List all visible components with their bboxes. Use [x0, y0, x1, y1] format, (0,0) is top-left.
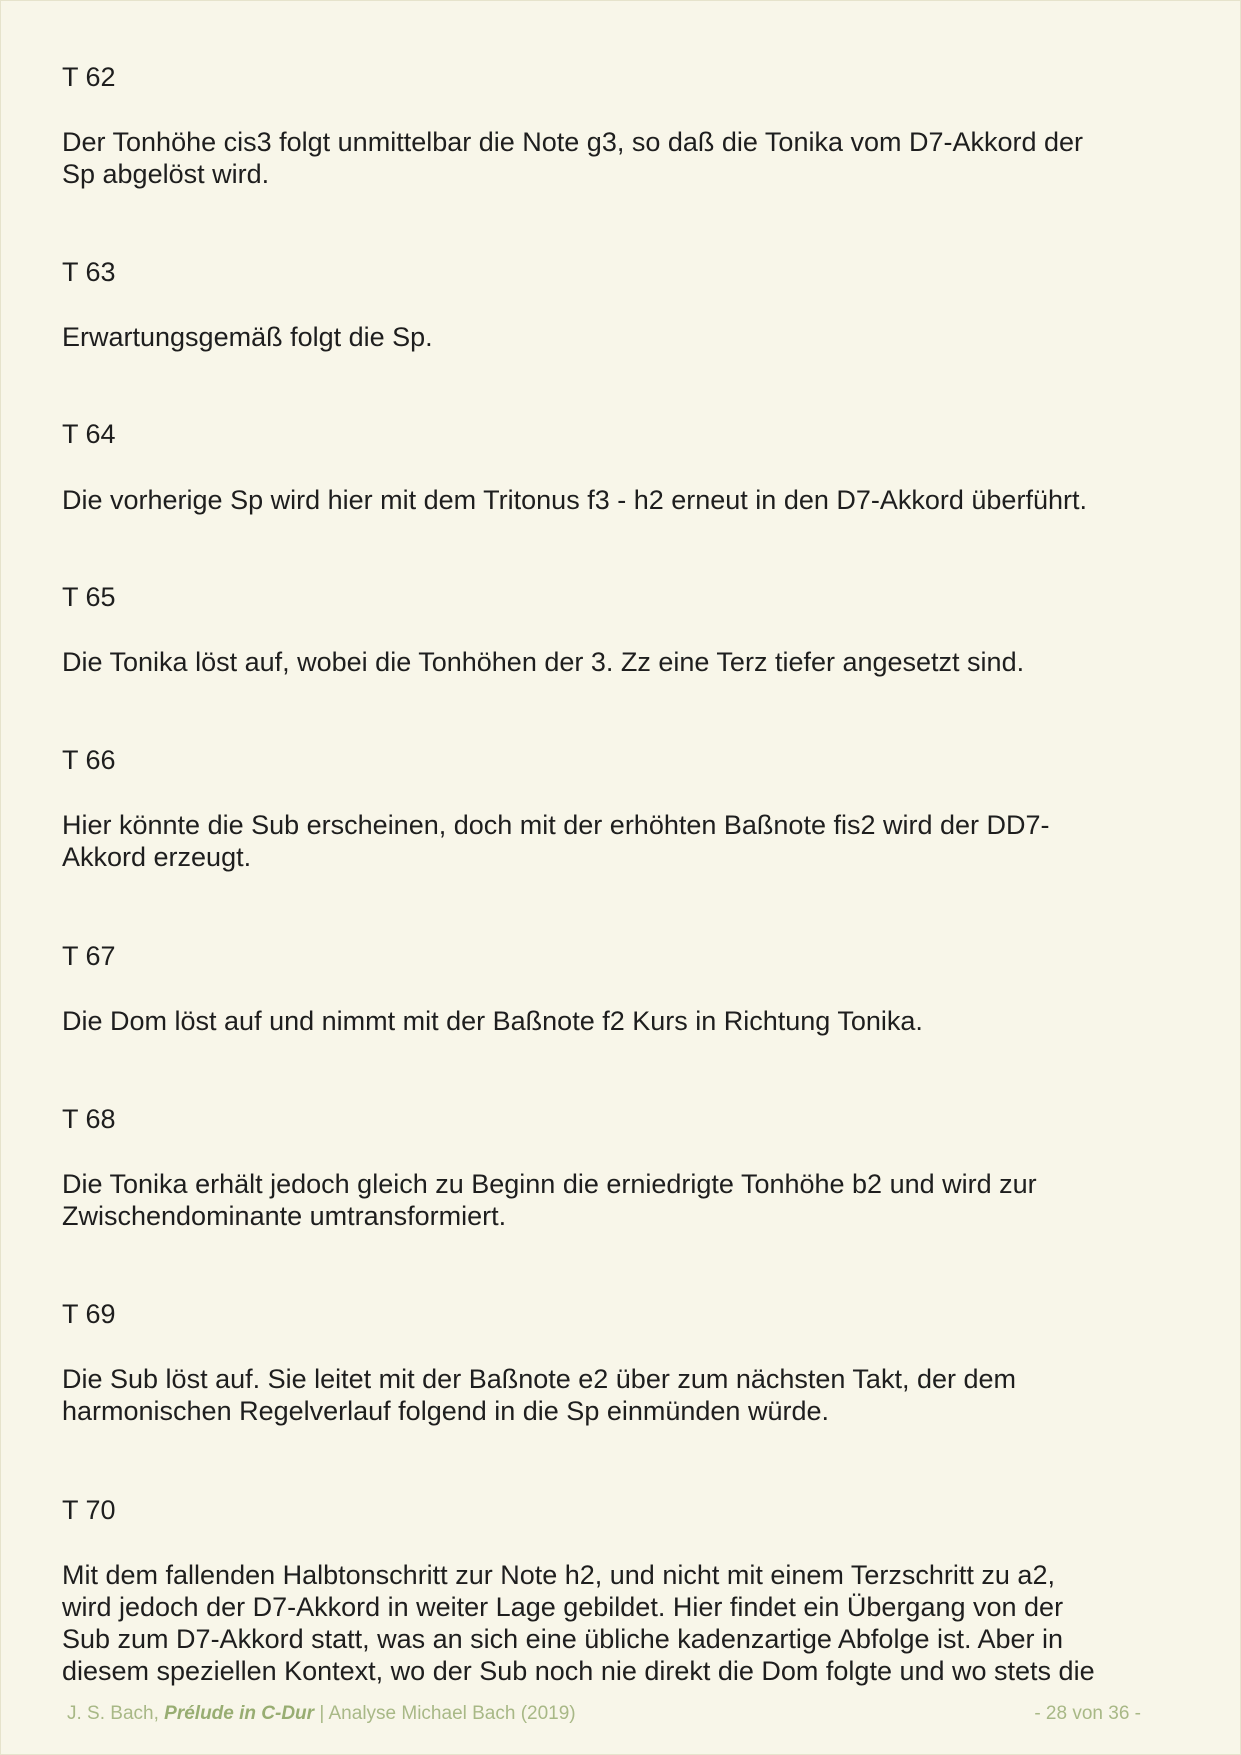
- paragraph-line: Akkord erzeugt.: [62, 842, 252, 872]
- section-t67: [62, 940, 1182, 972]
- section-t62-text: [62, 126, 1182, 190]
- section-t69: [62, 1298, 1182, 1330]
- paragraph-line: Sub zum D7-Akkord statt, was an sich eine übliche kadenzartige Abfolge ist. Aber in: [62, 1624, 1064, 1654]
- section-t66: [62, 744, 1182, 776]
- section-t68: [62, 1103, 1182, 1135]
- paragraph-line: Die Tonika erhält jedoch gleich zu Beginn die erniedrigte Tonhöhe b2 und wird zur: [62, 1169, 1037, 1199]
- paragraph-line: Die Dom löst auf und nimmt mit der Baßnote f2 Kurs in Richtung Tonika.: [62, 1006, 923, 1036]
- footer-page-number: - 28 von 36 -: [1034, 1703, 1141, 1724]
- paragraph-line: diesem speziellen Kontext, wo der Sub noch nie direkt die Dom folgte und wo stets die: [62, 1656, 1095, 1686]
- section-t63-text: [62, 321, 1182, 353]
- section-t67-text: [62, 1005, 1182, 1037]
- section-t66-text: [62, 809, 1182, 873]
- section-t65-text: [62, 646, 1182, 678]
- paragraph-line: wird jedoch der D7-Akkord in weiter Lage gebildet. Hier findet ein Übergang von der: [62, 1592, 1064, 1622]
- section-t70-text: [62, 1559, 1182, 1687]
- paragraph-line: Zwischendominante umtransformiert.: [62, 1201, 507, 1231]
- section-t70: [62, 1494, 1182, 1526]
- section-heading: T 67: [62, 941, 116, 971]
- section-heading: T 63: [62, 257, 116, 287]
- paragraph-line: Hier könnte die Sub erscheinen, doch mit der erhöhten Baßnote fis2 wird der DD7-: [62, 810, 1050, 840]
- section-t64-text: [62, 484, 1182, 516]
- paragraph-line: Die vorherige Sp wird hier mit dem Tritonus f3 - h2 erneut in den D7-Akkord überführt.: [62, 485, 1087, 515]
- paragraph-line: Die Sub löst auf. Sie leitet mit der Baßnote e2 über zum nächsten Takt, der dem: [62, 1364, 1017, 1394]
- section-heading: T 70: [62, 1495, 116, 1525]
- section-t69-text: [62, 1363, 1182, 1427]
- section-heading: T 68: [62, 1104, 116, 1134]
- section-t64: [62, 418, 1182, 450]
- footer-work-title: Prélude in C-Dur: [164, 1703, 315, 1724]
- section-t68-text: [62, 1168, 1182, 1232]
- section-heading: T 66: [62, 745, 116, 775]
- paragraph-line: Erwartungsgemäß folgt die Sp.: [62, 322, 433, 352]
- section-heading: T 64: [62, 419, 116, 449]
- section-heading: T 65: [62, 582, 116, 612]
- section-heading: T 62: [62, 62, 116, 92]
- paragraph-line: Die Tonika löst auf, wobei die Tonhöhen der 3. Zz eine Terz tiefer angesetzt sind.: [62, 647, 1025, 677]
- paragraph-line: Der Tonhöhe cis3 folgt unmittelbar die Note g3, so daß die Tonika vom D7-Akkord der: [62, 127, 1084, 157]
- paragraph-line: Sp abgelöst wird.: [62, 159, 270, 189]
- footer-analysis: | Analyse Michael Bach (2019): [314, 1703, 576, 1724]
- footer-citation: [67, 1702, 576, 1726]
- section-t65: [62, 581, 1182, 613]
- section-t62: [62, 61, 1182, 93]
- paragraph-line: harmonischen Regelverlauf folgend in die Sp einmünden würde.: [62, 1396, 829, 1426]
- footer-author: J. S. Bach,: [67, 1703, 165, 1724]
- section-t63: [62, 256, 1182, 288]
- paragraph-line: Mit dem fallenden Halbtonschritt zur Note h2, und nicht mit einem Terzschritt zu a2,: [62, 1560, 1055, 1590]
- section-heading: T 69: [62, 1299, 116, 1329]
